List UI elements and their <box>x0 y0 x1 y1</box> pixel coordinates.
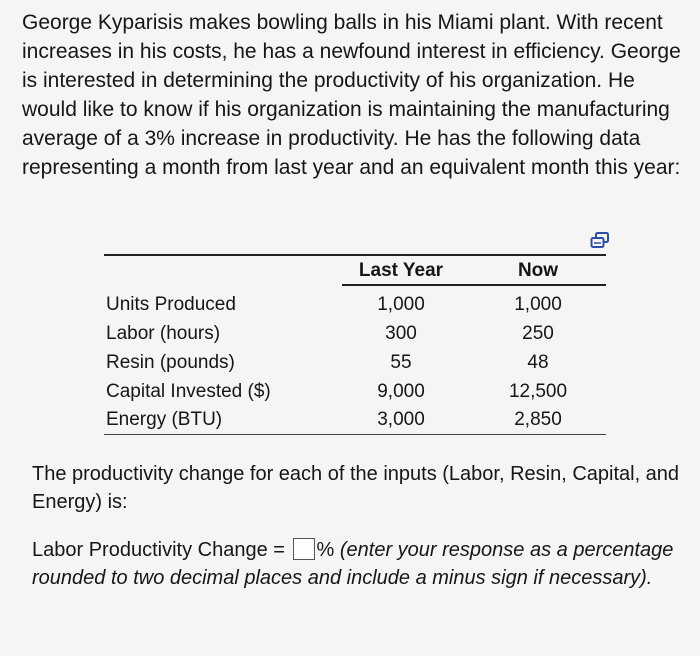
header-underline <box>342 284 606 286</box>
copy-data-icon[interactable] <box>590 232 610 250</box>
answer-line <box>32 536 682 592</box>
row-label: Energy (BTU) <box>106 409 223 430</box>
row-label: Resin (pounds) <box>106 352 235 373</box>
now-value: 48 <box>527 352 549 373</box>
now-value: 250 <box>522 323 554 344</box>
last-year-value: 9,000 <box>377 381 425 402</box>
last-year-value: 55 <box>390 352 412 373</box>
table-row <box>104 323 606 352</box>
row-label: Labor (hours) <box>106 323 221 344</box>
last-year-value: 1,000 <box>377 294 425 315</box>
row-label: Units Produced <box>106 294 236 315</box>
row-label: Capital Invested ($) <box>106 381 271 402</box>
header-now: Now <box>517 260 559 281</box>
labor-productivity-input[interactable] <box>293 538 315 560</box>
now-value: 1,000 <box>514 294 562 315</box>
header-last-year: Last Year <box>358 260 444 281</box>
table-top-rule <box>104 254 606 256</box>
question-text: The productivity change for each of the inputs (Labor, Resin, Capital, and Energy) is: <box>32 463 680 513</box>
answer-hint: (enter your response as a percentage rounded to two decimal places and include a minus sign if necessary). <box>32 539 674 589</box>
table-row <box>104 352 606 381</box>
percent-suffix: % <box>316 539 335 561</box>
now-value: 12,500 <box>508 381 568 402</box>
last-year-value: 3,000 <box>377 409 425 430</box>
table-row <box>104 381 606 410</box>
table-row <box>104 294 606 323</box>
now-value: 2,850 <box>514 409 562 430</box>
table-bottom-rule <box>104 434 606 435</box>
problem-intro-text: George Kyparisis makes bowling balls in his Miami plant. With recent increases in his costs, he has a newfound interest in efficiency. George is interested in determining the productivity of his organization. He would like to know if his organization is maintaining the manufacturing average of a 3% increase in productivity. He has the following data representing a month from last year and an equivalent month this year: <box>22 11 681 179</box>
labor-productivity-label: Labor Productivity Change = <box>32 539 285 561</box>
last-year-value: 300 <box>385 323 417 344</box>
